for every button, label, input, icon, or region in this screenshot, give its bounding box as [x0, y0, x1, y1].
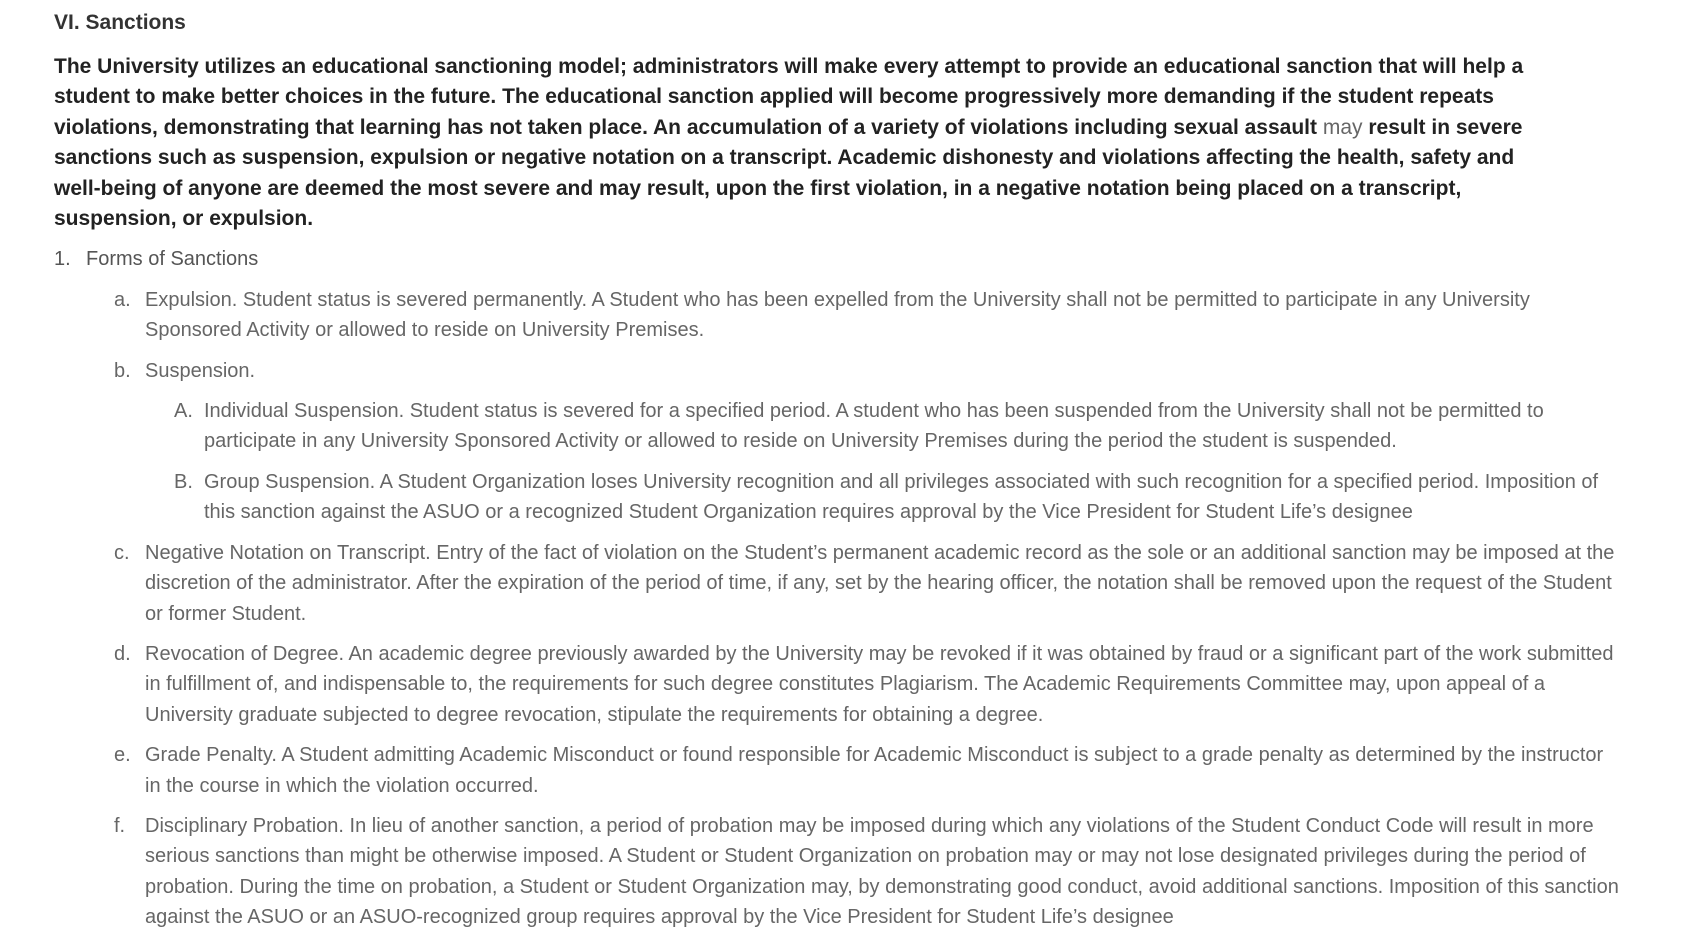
list-item-text: Revocation of Degree. An academic degree previously awarded by the University may be revoked if it was obtained by fraud or a significant part of the work submitted in fulfillment of, and indispensable to, the requirements for such degree constitutes Plagiarism. The Academic Requirements Committee may, upon appeal of a University graduate subjected to degree revocation, stipulate the requirements for obtaining a degree. [145, 642, 1614, 726]
document-page [54, 8, 1619, 943]
list-item-suspension [114, 356, 1624, 386]
list-marker: e. [114, 744, 131, 767]
list-marker: A. [174, 400, 193, 423]
list-marker: 1. [54, 248, 71, 271]
intro-paragraph [54, 52, 1549, 234]
forms-of-sanctions-list-continued [54, 538, 1619, 933]
intro-text-may: may [1322, 115, 1363, 139]
list-item-text: Negative Notation on Transcript. Entry of the fact of violation on the Student’s permanent academic record as the sole or an additional sanction may be imposed at the discretion of the administrator. After the expiration of the period of time, if any, set by the hearing officer, the notation shall be removed upon the request of the Student or former Student. [145, 541, 1615, 625]
list-item-text: Group Suspension. A Student Organization loses University recognition and all privileges associated with such recognition for a specified period. Imposition of this sanction against the ASUO or a recognized Student Organization requires approval by the Vice President for Student Life’s designee [204, 470, 1599, 524]
list-item-text: Disciplinary Probation. In lieu of another sanction, a period of probation may be imposed during which any violations of the Student Conduct Code will result in more serious sanctions than might be otherwise imposed. A Student or Student Organization on probation may or may not lose designated privileges during the period of probation. During the time on probation, a Student or Student Organization may, by demonstrating good conduct, avoid additional sanctions. Imposition of this sanction against the ASUO or an ASUO-recognized group requires approval by the Vice President for Student Life’s designee [145, 814, 1619, 929]
list-marker: f. [114, 814, 126, 837]
list-marker: d. [114, 642, 131, 665]
suspension-sublist-wrapper [54, 396, 1599, 528]
list-item-negative-notation [114, 538, 1624, 629]
section-title: VI. Sanctions [54, 11, 186, 34]
suspension-sublist-container [114, 396, 1599, 528]
suspension-sublist [114, 396, 1599, 528]
list-marker: a. [114, 288, 131, 311]
list-item-individual-suspension [174, 396, 1614, 457]
intro-text-part1: The University utilizes an educational sanctioning model; administrators will make every attempt to provide an educational sanction that will help a student to make better choices in the future. The educational sanction applied will become progressively more demanding if the student repeats violations, demonstrating that learning has not taken place. An accumulation of a variety of violations including sexual assault [54, 55, 1524, 139]
list-item-label: Forms of Sanctions [86, 248, 259, 271]
list-marker: c. [114, 541, 130, 564]
list-item-text: Suspension. [145, 359, 256, 382]
list-item-text: Expulsion. Student status is severed permanently. A Student who has been expelled from the University shall not be permitted to participate in any University Sponsored Activity or allowed to reside on University Premises. [145, 288, 1530, 342]
list-item-expulsion [114, 285, 1624, 346]
list-item-forms-of-sanctions [54, 244, 1574, 274]
intro-text-part2: result in severe sanctions such as suspension, expulsion or negative notation on a transcript. Academic dishonesty and violations affecting the health, safety and well-being of anyone are deemed the most severe and may result, upon the first violation, in a negative notation being placed on a transcript, suspension, or expulsion. [54, 115, 1523, 231]
list-marker: b. [114, 359, 131, 382]
list-item-text: Grade Penalty. A Student admitting Academic Misconduct or found responsible for Academic Misconduct is subject to a grade penalty as determined by the instructor in the course in which the violation occurred. [145, 744, 1604, 797]
sanctions-list [54, 244, 1574, 274]
list-item-text: Individual Suspension. Student status is severed for a specified period. A student who has been suspended from the University shall not be permitted to participate in any University Sponsored Activity or allowed to reside on University Premises during the period the student is suspended. [204, 400, 1544, 453]
forms-of-sanctions-list [54, 285, 1574, 386]
list-item-group-suspension [174, 467, 1614, 528]
list-marker: B. [174, 470, 193, 493]
list-item-grade-penalty [114, 740, 1624, 801]
list-item-revocation-of-degree [114, 639, 1624, 730]
list-item-disciplinary-probation [114, 811, 1624, 933]
